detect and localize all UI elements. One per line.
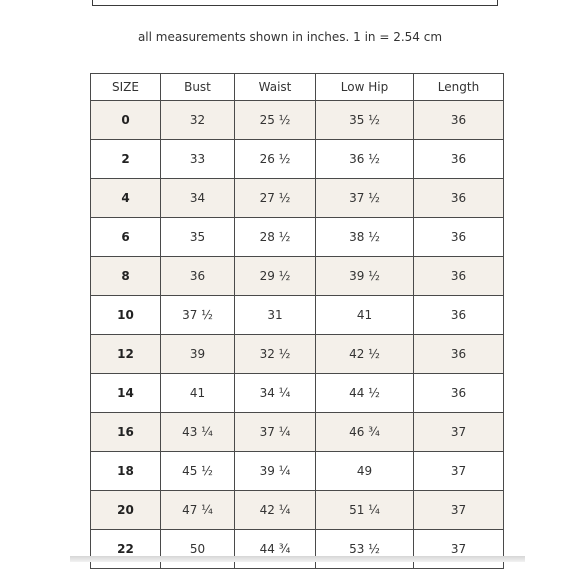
cell-length: 36	[414, 257, 504, 296]
top-frame-border	[92, 0, 498, 6]
header-bust: Bust	[161, 74, 235, 101]
cell-length: 37	[414, 491, 504, 530]
cell-low-hip: 36 ½	[316, 140, 414, 179]
cell-size: 4	[91, 179, 161, 218]
cell-length: 36	[414, 374, 504, 413]
header-length: Length	[414, 74, 504, 101]
cell-bust: 37 ½	[161, 296, 235, 335]
cell-size: 18	[91, 452, 161, 491]
table-row	[91, 218, 504, 257]
cell-size: 12	[91, 335, 161, 374]
cell-low-hip: 37 ½	[316, 179, 414, 218]
table-row	[91, 140, 504, 179]
cell-bust: 41	[161, 374, 235, 413]
cell-low-hip: 53 ½	[316, 530, 414, 569]
cell-length: 37	[414, 452, 504, 491]
cell-size: 10	[91, 296, 161, 335]
table-row	[91, 335, 504, 374]
cell-size: 16	[91, 413, 161, 452]
bottom-edge	[70, 556, 525, 562]
cell-low-hip: 46 ¾	[316, 413, 414, 452]
table-row	[91, 452, 504, 491]
header-waist: Waist	[235, 74, 316, 101]
cell-low-hip: 39 ½	[316, 257, 414, 296]
cell-waist: 39 ¼	[235, 452, 316, 491]
size-chart-table	[90, 73, 504, 569]
cell-bust: 32	[161, 101, 235, 140]
cell-length: 36	[414, 218, 504, 257]
cell-length: 36	[414, 296, 504, 335]
table-row	[91, 101, 504, 140]
cell-waist: 37 ¼	[235, 413, 316, 452]
cell-bust: 36	[161, 257, 235, 296]
table-header-row	[91, 74, 504, 101]
table-row	[91, 374, 504, 413]
table-row	[91, 179, 504, 218]
cell-waist: 28 ½	[235, 218, 316, 257]
cell-low-hip: 51 ¼	[316, 491, 414, 530]
cell-waist: 32 ½	[235, 335, 316, 374]
header-size: SIZE	[91, 74, 161, 101]
cell-bust: 47 ¼	[161, 491, 235, 530]
cell-bust: 43 ¼	[161, 413, 235, 452]
cell-low-hip: 35 ½	[316, 101, 414, 140]
cell-length: 37	[414, 530, 504, 569]
cell-length: 36	[414, 101, 504, 140]
cell-low-hip: 38 ½	[316, 218, 414, 257]
cell-size: 8	[91, 257, 161, 296]
cell-size: 20	[91, 491, 161, 530]
cell-size: 6	[91, 218, 161, 257]
cell-length: 36	[414, 140, 504, 179]
table-row	[91, 413, 504, 452]
cell-waist: 44 ¾	[235, 530, 316, 569]
cell-waist: 31	[235, 296, 316, 335]
cell-bust: 45 ½	[161, 452, 235, 491]
cell-bust: 50	[161, 530, 235, 569]
cell-waist: 25 ½	[235, 101, 316, 140]
table-row	[91, 491, 504, 530]
table-row	[91, 296, 504, 335]
cell-low-hip: 44 ½	[316, 374, 414, 413]
cell-waist: 27 ½	[235, 179, 316, 218]
cell-size: 0	[91, 101, 161, 140]
cell-low-hip: 42 ½	[316, 335, 414, 374]
cell-size: 22	[91, 530, 161, 569]
cell-waist: 29 ½	[235, 257, 316, 296]
cell-size: 2	[91, 140, 161, 179]
table-row	[91, 530, 504, 569]
cell-bust: 33	[161, 140, 235, 179]
cell-length: 36	[414, 179, 504, 218]
cell-waist: 34 ¼	[235, 374, 316, 413]
cell-waist: 42 ¼	[235, 491, 316, 530]
cell-length: 37	[414, 413, 504, 452]
cell-length: 36	[414, 335, 504, 374]
cell-bust: 39	[161, 335, 235, 374]
cell-waist: 26 ½	[235, 140, 316, 179]
cell-size: 14	[91, 374, 161, 413]
cell-low-hip: 49	[316, 452, 414, 491]
cell-low-hip: 41	[316, 296, 414, 335]
measurement-note: all measurements shown in inches. 1 in = 2.54 cm	[137, 30, 443, 44]
cell-bust: 34	[161, 179, 235, 218]
header-low-hip: Low Hip	[316, 74, 414, 101]
table-row	[91, 257, 504, 296]
cell-bust: 35	[161, 218, 235, 257]
